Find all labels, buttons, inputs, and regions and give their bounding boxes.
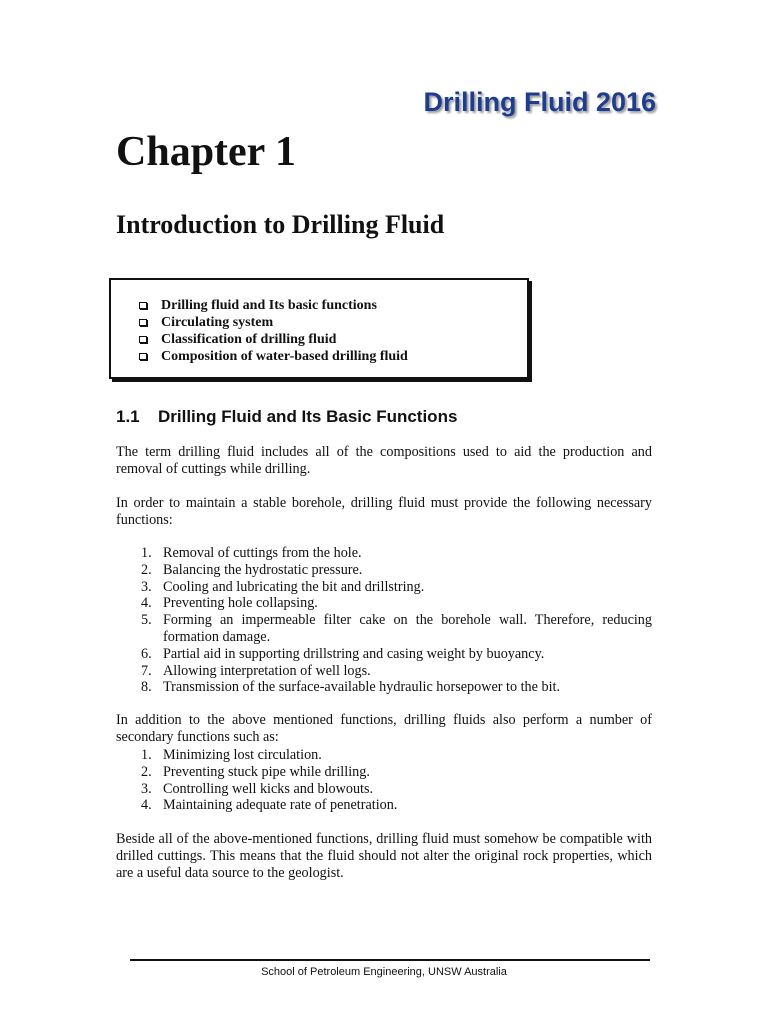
list-text: Removal of cuttings from the hole. — [163, 545, 362, 561]
section-number: 1.1 — [116, 407, 140, 426]
list-item — [116, 646, 652, 663]
list-number: 1. — [141, 747, 152, 763]
contents-item — [139, 348, 408, 365]
checkbox-icon — [139, 319, 147, 326]
list-item — [116, 595, 652, 612]
list-item — [116, 797, 652, 814]
list-text: Balancing the hydrostatic pressure. — [163, 561, 363, 578]
list-item — [116, 747, 652, 764]
secondary-functions-list — [116, 747, 652, 814]
checkbox-icon — [139, 336, 147, 343]
chapter-contents-list — [139, 297, 408, 365]
list-number: 3. — [141, 780, 152, 797]
list-number: 4. — [141, 797, 152, 814]
list-number: 5. — [141, 612, 152, 629]
list-text: Controlling well kicks and blowouts. — [163, 780, 374, 797]
contents-item-label: Circulating system — [161, 314, 274, 330]
list-text: Forming an impermeable filter cake on the borehole wall. Therefore, reducing formation damage. — [163, 612, 652, 645]
list-item — [116, 781, 652, 798]
list-number: 2. — [141, 561, 152, 578]
list-number: 6. — [141, 645, 152, 662]
list-item — [116, 562, 652, 579]
checkbox-icon — [139, 302, 147, 309]
checkbox-icon — [139, 353, 147, 360]
list-number: 2. — [141, 763, 152, 780]
list-item — [116, 579, 652, 596]
contents-item-label: Drilling fluid and Its basic functions — [161, 297, 377, 313]
list-text: Partial aid in supporting drillstring and casing weight by buoyancy. — [163, 645, 545, 662]
list-text: Allowing interpretation of well logs. — [163, 662, 371, 679]
contents-item-label: Classification of drilling fluid — [161, 331, 337, 347]
section-heading — [116, 406, 457, 428]
footer-rule — [130, 959, 650, 961]
list-item — [116, 612, 652, 646]
list-text: Maintaining adequate rate of penetration. — [163, 797, 398, 814]
list-number: 8. — [141, 679, 152, 696]
paragraph-functions-intro: In order to maintain a stable borehole, drilling fluid must provide the following necessary functions: — [116, 495, 652, 528]
list-text: Transmission of the surface-available hydraulic horsepower to the bit. — [163, 679, 561, 696]
section-title: Drilling Fluid and Its Basic Functions — [158, 407, 458, 426]
functions-list — [116, 545, 652, 696]
list-number: 4. — [141, 595, 152, 612]
list-number: 3. — [141, 578, 152, 595]
list-text: Preventing hole collapsing. — [163, 595, 318, 612]
header-title: Drilling Fluid 2016 — [423, 87, 656, 117]
chapter-title: Chapter 1 — [116, 129, 297, 175]
list-number: 7. — [141, 662, 152, 679]
list-text: Preventing stuck pipe while drilling. — [163, 763, 370, 780]
chapter-contents-box — [109, 278, 529, 379]
paragraph-definition: The term drilling fluid includes all of the compositions used to aid the production and removal of cuttings while drilling. — [116, 444, 652, 477]
chapter-subtitle: Introduction to Drilling Fluid — [116, 210, 445, 239]
contents-item — [139, 297, 408, 314]
contents-item-label: Composition of water-based drilling fluid — [161, 348, 408, 364]
paragraph-compatibility: Beside all of the above-mentioned functions, drilling fluid must somehow be compatible with drilled cuttings. This means that the fluid should not alter the original rock properties, which are a useful data source to the geologist. — [116, 831, 652, 881]
contents-item — [139, 314, 408, 331]
list-item — [116, 663, 652, 680]
list-text: Cooling and lubricating the bit and drillstring. — [163, 578, 425, 595]
list-item — [116, 764, 652, 781]
list-item — [116, 679, 652, 696]
list-number: 1. — [141, 545, 152, 561]
paragraph-secondary-intro: In addition to the above mentioned functions, drilling fluids also perform a number of secondary functions such as: — [116, 712, 652, 745]
footer-text: School of Petroleum Engineering, UNSW Australia — [261, 966, 507, 978]
list-item — [116, 545, 652, 562]
list-text: Minimizing lost circulation. — [163, 747, 322, 763]
contents-item — [139, 331, 408, 348]
